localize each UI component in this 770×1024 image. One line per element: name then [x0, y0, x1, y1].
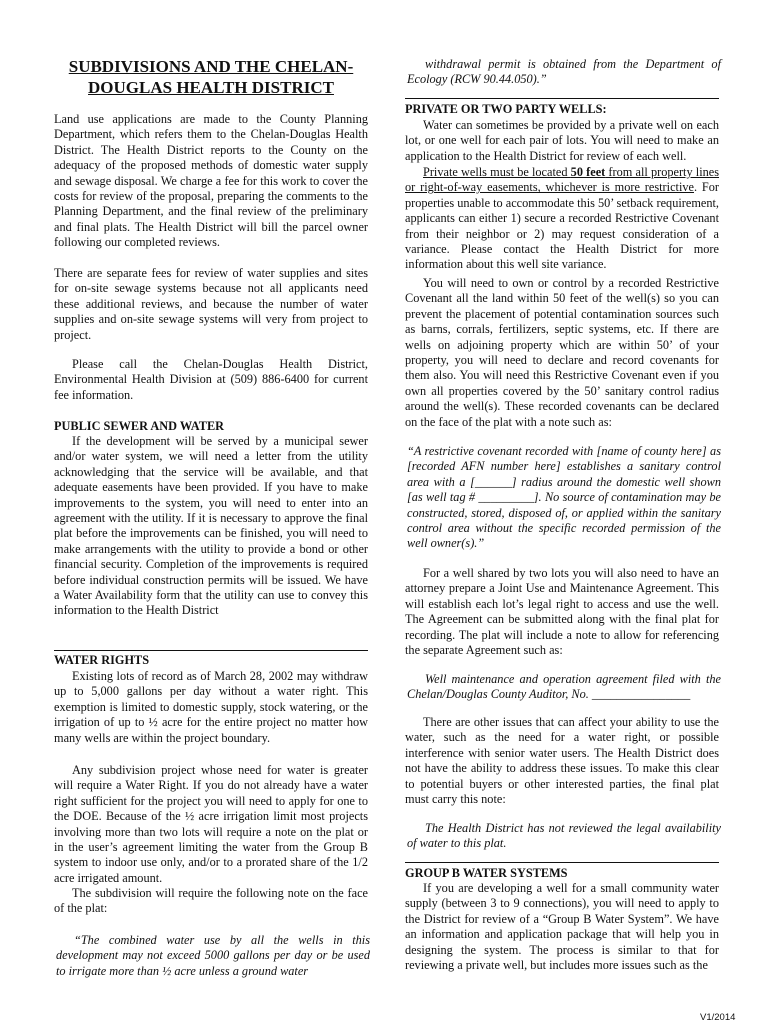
section-divider — [405, 862, 719, 863]
maintenance-agreement-quote: Well maintenance and operation agreement filed with the Chelan/Douglas County Auditor, No. ________________ — [407, 672, 721, 702]
intro-paragraph-1: Land use applications are made to the County Planning Department, which refers them to the Chelan-Douglas Health District. The Health District reports to the County on the adequacy of the proposed methods of domestic water supply and sewage disposal. We charge a fee for this work to cover the costs for review of the proposal, preparing the comments to the Planning Department, and the final review of the preliminary and final plats. The Health District will bill the parcel owner following our completed reviews. — [54, 112, 368, 250]
restrictive-covenant-quote: “A restrictive covenant recorded with [name of county here] as [recorded AFN number here] establishes a sanitary control area with a [______] radius around the domestic well shown [as well tag # _________]. No source of contamination may be constructed, stored, disposed of, or applied within the sanitary control area without the specific recorded permission of the well owner(s).” — [407, 444, 721, 551]
public-sewer-paragraph: If the development will be served by a municipal sewer and/or water system, we will need a letter from the utility acknowledging that the service will be available, and that adequate easements have been provided. If you have to make improvements to the system, you will need to enter into an agreement with the utility. If it is necessary to approve the final plat before the improvements can be finished, you will need to make arrangements with the utility to provide a bond or other financial security. Completion of the improvements is required before individual construction permits will be issued. We have a Water Availability form that the utility can use to convey this information to the Health District — [54, 434, 368, 618]
version-footer: V1/2014 — [700, 1012, 736, 1023]
intro-paragraph-2: There are separate fees for review of water supplies and sites for on-site sewage systems because not all applicants need these additional reviews, and because the number of water supplies and on-site sewage systems will very from project to project. — [54, 266, 368, 342]
group-b-paragraph: If you are developing a well for a small community water supply (between 3 to 9 connections), you will need to apply to the District for review of a “Group B Water System”. We have an information and application package that will help you in designing the system. The process is similar to that for reviewing a private well, but includes more issues such as the — [405, 881, 719, 973]
private-wells-paragraph-5: There are other issues that can affect your ability to use the water, such as the need for a water right, or possible interference with senior water users. The Health District does not have the ability to address these issues. To make this clear to potential buyers or other interested parties, the final plat must carry this note: — [405, 715, 719, 807]
section-divider — [405, 98, 719, 99]
intro-paragraph-3: Please call the Chelan-Douglas Health District, Environmental Health Division at (509) 886-6400 for current fee information. — [54, 357, 368, 402]
private-wells-paragraph-1: Water can sometimes be provided by a private well on each lot, or one well for each pair of lots. You will need to make an application to the Health District for review of each well. — [405, 118, 719, 163]
setback-distance: 50 feet — [570, 165, 606, 179]
section-divider — [54, 650, 368, 651]
group-b-heading: GROUP B WATER SYSTEMS — [405, 866, 568, 880]
setback-requirement-text: Private wells must be located — [423, 165, 571, 179]
legal-availability-quote: The Health District has not reviewed the legal availability of water to this plat. — [407, 821, 721, 851]
water-rights-quote-part-2: withdrawal permit is obtained from the Department of Ecology (RCW 90.44.050).” — [407, 57, 721, 87]
public-sewer-heading: PUBLIC SEWER AND WATER — [54, 419, 225, 433]
water-rights-paragraph-3: The subdivision will require the following note on the face of the plat: — [54, 886, 368, 916]
water-rights-quote-part-1: “The combined water use by all the wells in this development may not exceed 5000 gallons per day or be used to irrigate more than ½ acre unless a ground water — [56, 933, 370, 978]
water-rights-paragraph-2: Any subdivision project whose need for water is greater will require a Water Right. If you do not already have a water right sufficient for the project you will need to apply for one to the DOE. Because of the ½ acre irrigation limit most projects involving more than two lots will require a note on the plat or in the user’s agreement limiting the water from the Group B system to indoor use only, and/or to a prorated share of the 1/2 acre irrigated amount. — [54, 763, 368, 885]
setback-explanation: . For properties unable to accommodate this 50’ setback requirement, applicants can either 1) secure a recorded Restrictive Covenant from their neighbor or 2) may request consideration of a variance. Please contact the Health District for more information about this well site variance. — [405, 180, 719, 272]
page-title: SUBDIVISIONS AND THE CHELAN-DOUGLAS HEALTH DISTRICT — [68, 57, 354, 97]
water-rights-paragraph-1: Existing lots of record as of March 28, 2002 may withdraw up to 5,000 gallons per day without a water right. This exemption is limited to domestic supply, stock watering, or the irrigation of up to ½ acre for the entire project no matter how many wells are within the project boundary. — [54, 669, 368, 745]
private-wells-paragraph-2 — [405, 165, 719, 273]
water-rights-heading: WATER RIGHTS — [54, 653, 150, 667]
private-wells-paragraph-4: For a well shared by two lots you will also need to have an attorney prepare a Joint Use and Maintenance Agreement. This will establish each lot’s legal right to access and use the well. The Agreement can be submitted along with the final plat for recording. The plat will include a note to allow for referencing the separate Agreement such as: — [405, 566, 719, 658]
private-wells-paragraph-3: You will need to own or control by a recorded Restrictive Covenant all the land within 50 feet of the well(s) so you can prevent the placement of potential contamination sources such as barns, corrals, fertilizers, septic systems, etc. If there are wells on adjoining property which are within 50’ of your property, you will need to declare and record covenants for them also. You will need this Restrictive Covenant even if you own all properties covered by the 50’ sanitary control radius around the well(s). These recorded covenants can be declared on the face of the plat with a note such as: — [405, 276, 719, 429]
private-wells-heading: PRIVATE OR TWO PARTY WELLS: — [405, 102, 607, 116]
setback-requirement-text-cont: from all property lines or right-of-way easements, whichever is more restrictive — [405, 165, 720, 195]
